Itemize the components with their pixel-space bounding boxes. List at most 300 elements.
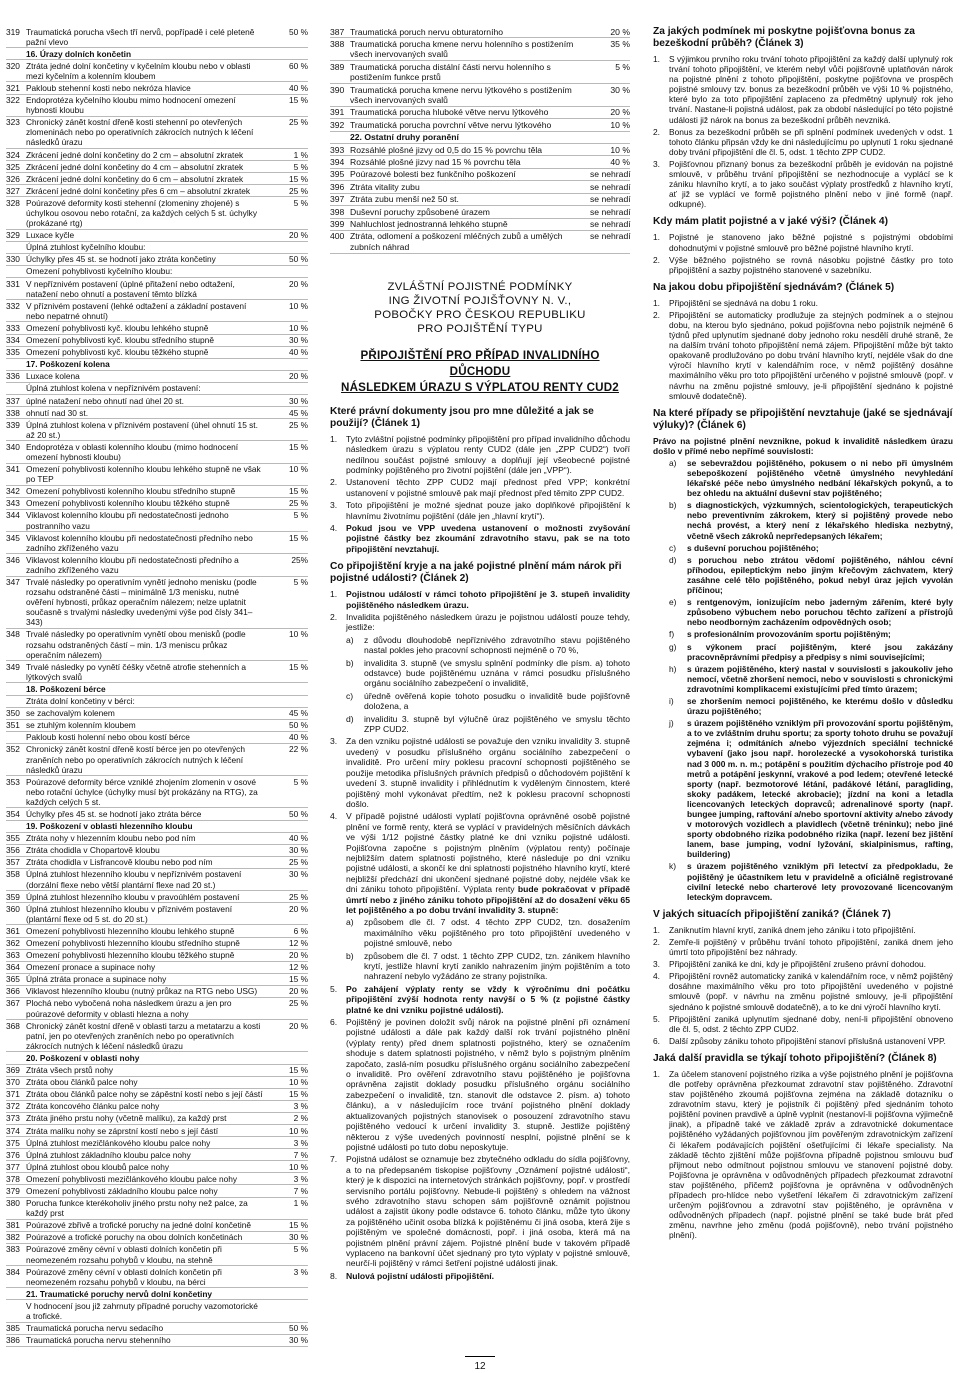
- item-number: 325: [6, 161, 20, 172]
- item-number: 346: [6, 554, 20, 565]
- item-number: 347: [6, 577, 20, 587]
- table-row: [6, 498, 308, 510]
- item-description: Úplná ztuhlost hlezenního kloubu v příznivém postavení (plantární flexe od 5 st. do 20 st.): [26, 903, 233, 924]
- item-number: 337: [6, 395, 20, 406]
- table-row: [6, 1335, 308, 1347]
- item-description: V nepříznivém postavení (úplné přitažení nebo odtažení, natažení nebo ohnutí a postavení těmto blízká: [26, 278, 235, 299]
- table-row: [6, 197, 308, 229]
- right-column: [653, 26, 953, 1242]
- table-section-header: [6, 1288, 308, 1300]
- item-percentage: 15 %: [289, 1065, 308, 1076]
- table-row: [6, 149, 308, 161]
- item-percentage: 5 %: [615, 61, 630, 72]
- paragraph-number: f): [669, 629, 675, 640]
- paragraph-text: s výkonem prací pojištěným, které jsou zakázány pracovněprávními předpisy a předpisy s nimi souvisejícími;: [687, 641, 953, 662]
- item-number: 353: [6, 776, 20, 787]
- item-percentage: 50 %: [289, 26, 308, 37]
- paragraph: [330, 434, 630, 476]
- item-percentage: 25 %: [289, 891, 308, 902]
- item-percentage: 5 %: [293, 776, 308, 787]
- table-row: [330, 61, 630, 84]
- item-number: 344: [6, 510, 20, 521]
- item-percentage: 40 %: [289, 833, 308, 844]
- item-description: 20. Poškození v oblasti nohy: [26, 1052, 140, 1063]
- item-description: Endoprotéza v oblasti kolenního kloubu (mimo hodnocení omezení hybnosti kloubu): [26, 441, 239, 462]
- title-bold-line: NÁSLEDKEM ÚRAZU S VÝPLATOU RENTY CUD2: [341, 380, 619, 394]
- item-description: Traumatická porucha povrchní větve nervu lýtkového: [350, 119, 552, 130]
- item-number: 391: [330, 107, 345, 118]
- item-number: 320: [6, 60, 20, 71]
- item-percentage: 12 %: [289, 938, 308, 948]
- item-description: Úchylky přes 45 st. se hodnotí jako ztráta končetiny: [26, 254, 216, 265]
- item-number: 390: [330, 84, 345, 95]
- item-percentage: 50 %: [289, 720, 308, 731]
- item-description: Traumatická porucha nervu stehenního: [26, 1335, 171, 1346]
- item-number: 380: [6, 1198, 20, 1209]
- item-percentage: se nehradí: [590, 194, 631, 205]
- item-description: Chronický zánět kostní dřeně kosti stehenní po otevřených zlomeninách nebo po operativních zákrocích nutných k léčení následků úrazu: [26, 117, 254, 148]
- item-number: 361: [6, 925, 20, 936]
- item-description: Trvalé následky po operativním vynětí jednoho menisku (podle rozsahu odstraněné části – minimálně 1/3 menisku, nutné ověření hybnosti, průkaz operačním nálezem; nelze uplatnit současně s trvalými následky uvedenými výše pod čísly 341–343): [26, 577, 257, 628]
- item-number: 399: [330, 219, 345, 229]
- item-number: 349: [6, 661, 20, 672]
- table-row: [6, 441, 308, 463]
- table-row: [6, 1149, 308, 1161]
- table-row: [6, 661, 308, 683]
- item-percentage: 3 %: [293, 1266, 308, 1277]
- item-number: 385: [6, 1323, 20, 1334]
- item-percentage: 7 %: [293, 1185, 308, 1196]
- paragraph-number: 4.: [330, 522, 338, 533]
- item-description: Nahluchlost jednostranná lehkého stupně: [350, 219, 508, 229]
- paragraph: [653, 629, 953, 639]
- item-description: 19. Poškození v oblasti hlezenního kloubu: [26, 821, 193, 832]
- item-number: 388: [330, 38, 345, 49]
- item-number: 332: [6, 300, 20, 311]
- paragraph-number: 1.: [653, 54, 660, 64]
- table-section-header: [330, 132, 630, 144]
- item-description: Trvalé následky po operativním vynětí obou menisků (podle rozsahu odstraněných částí – min. 1/3 meniscu průkaz operačním nálezem): [26, 629, 246, 660]
- item-description: Omezení pohyblivosti hlezenního kloubu lehkého stupně: [26, 925, 235, 936]
- item-description: Zkrácení jedné dolní končetiny do 4 cm – absolutní zkratek: [26, 161, 244, 172]
- table-row: [6, 1185, 308, 1197]
- paragraph: [330, 500, 630, 521]
- paragraph-number: 6.: [653, 1035, 660, 1046]
- table-row: [6, 95, 308, 117]
- item-description: 22. Ostatní druhy poranění: [350, 132, 459, 143]
- item-description: Úplná ztuhlost mezičlánkového kloubu palce nohy: [26, 1137, 211, 1148]
- item-percentage: 1 %: [293, 1198, 308, 1209]
- item-description: Ztráta, odlomení a poškození mléčných zubů a umělých zubních náhrad: [350, 231, 563, 252]
- item-number: 355: [6, 833, 20, 844]
- item-number: 392: [330, 119, 345, 130]
- table-row: [6, 1198, 308, 1220]
- table-row: [6, 464, 308, 486]
- paragraph-number: c): [346, 690, 354, 701]
- table-row: [330, 156, 630, 168]
- table-row: [6, 986, 308, 998]
- item-percentage: 22 %: [289, 744, 308, 755]
- item-description: Poúrazové bolesti bez funkčního poškození: [350, 169, 516, 180]
- item-number: 342: [6, 486, 20, 497]
- paragraph-text: Zemře-li pojištěný v průběhu trvání tohoto připojištění, zaniká dnem jeho úmrtí toto připojištění bez náhrady.: [669, 936, 953, 958]
- item-description: Úplná ztuhlost kolena v příznivém postavení (úhel ohnutí 15 st. až 20 st.): [26, 419, 258, 440]
- table-row: [6, 371, 308, 383]
- item-percentage: 10 %: [289, 629, 308, 640]
- paragraph-text: Výše běžného pojistného se rovná násobku pojistné částky pro toto připojištění a sazby pojistného stanovené v sazebníku.: [669, 254, 953, 275]
- item-percentage: 7 %: [293, 1149, 308, 1160]
- paragraph: [653, 642, 953, 662]
- paragraph-text: se sebevraždou pojištěného, pokusem o ni nebo při úmyslném sebepoškození pojištěného včetně úmyslného nevyhledání lékařské péče nebo úmyslného nedbání lékařských pokynů, a to bez ohledu na aktuální duševní stav pojištěného;: [687, 457, 953, 499]
- paragraph-text: se zhoršením nemoci pojištěného, ke kterému došlo v důsledku úrazu pojištěného;: [687, 695, 953, 717]
- paragraph-number: b): [346, 657, 354, 668]
- table-row: [6, 532, 308, 554]
- item-percentage: 40 %: [289, 732, 308, 743]
- paragraph-text: Pojistné je stanoveno jako běžné pojistné s pojistnými obdobími dohodnutými v pojistné smlouvě pro běžné pojistné hlavního krytí.: [669, 232, 953, 253]
- paragraph: [653, 1069, 953, 1241]
- paragraph-number: 2.: [653, 254, 660, 265]
- item-number: 330: [6, 254, 20, 265]
- item-number: 383: [6, 1244, 20, 1255]
- table-section-header: [6, 1052, 308, 1064]
- item-number: 335: [6, 347, 20, 358]
- paragraph: [653, 458, 953, 498]
- item-percentage: 10 %: [289, 1161, 308, 1172]
- item-description: Zkrácení jedné dolní končetiny do 2 cm – absolutní zkratek: [26, 149, 244, 160]
- paragraph-number: a): [346, 634, 354, 645]
- paragraph-text: s rentgenovým, ionizujícím nebo jaderným zářením, které byly způsobeno výbuchem nebo poruchou těchto zařízení a přístrojů nebo neodborným zacházením odpovědných osob;: [687, 597, 953, 628]
- item-percentage: se nehradí: [590, 231, 631, 242]
- item-description: Ztráta obou článků palce nohy: [26, 1077, 138, 1088]
- table-row: [6, 407, 308, 419]
- paragraph: [653, 1014, 953, 1034]
- paragraph: [330, 635, 630, 656]
- paragraph-text: s duševní poruchou pojištěného;: [687, 542, 819, 553]
- item-percentage: 20 %: [289, 278, 308, 289]
- item-percentage: 30 %: [289, 335, 308, 346]
- item-number: 369: [6, 1065, 20, 1076]
- table-row: [6, 419, 308, 441]
- item-percentage: 10 %: [289, 322, 308, 333]
- table-row: [6, 845, 308, 857]
- item-percentage: 15 %: [289, 1089, 308, 1100]
- paragraph-bold: bude pokračovat v případě úmrtí nebo z jiného zániku tohoto připojištění až do dosažení věku 65 let pojištěného a po dobu trvání invalidity 3. stupně:: [346, 884, 630, 915]
- paragraph-text: Připojištění zaniká uplynutím sjednané doby, není-li připojištění obnoveno dle čl. 5, odst. 2 těchto ZPP CUD2.: [669, 1013, 953, 1034]
- table-row: [6, 161, 308, 173]
- item-description: Viklavost kolenního kloubu při nedostatečnosti jednoho postranního vazu: [26, 510, 229, 531]
- table-row: [6, 577, 308, 629]
- table-row: [6, 962, 308, 974]
- item-percentage: 50 %: [289, 254, 308, 265]
- item-percentage: 5 %: [293, 197, 308, 208]
- paragraph-text: Zaniknutím hlavní krytí, zaniká dnem jeho zániku i toto připojištění.: [669, 924, 916, 935]
- table-row: [6, 1113, 308, 1125]
- item-description: Trvalé následky po vynětí čéšky včetně atrofie stehenních a lýtkových svalů: [26, 661, 247, 682]
- item-description: Ztráta všech prstů nohy: [26, 1065, 114, 1076]
- page-number-rule: [465, 1356, 495, 1357]
- section-article-2: 1. Pojistnou událostí v rámci tohoto připojištění je 3. stupeň invalidity pojištěného následkem úrazu. 2. Invalidita pojištěného následkem úrazu je pojistnou událostí pouze tehdy, jestliže: a) z důvodu dlouhodobě nepříznivého zdravotního stavu pojištěného nastal pokles jeho pracovní schopnosti nejméně o 70 %, b) invalidita 3. stupně (ve smyslu splnění podmínky dle písm. a) tohoto odstavce) bude pojištěnému uznána v rámci posudku příslušného orgánu sociálního zabezpečení o invaliditě, c) úředně ověřená kopie tohoto posudku o invaliditě bude pojišťovně doložena, a d) invaliditu 3. stupně byl výlučně úraz pojištěného ve smyslu těchto ZPP CUD2. 3. Za den vzniku pojistné události se považuje den vzniku invalidity 3. stupně uvedený v posudku příslušného orgánu sociálního zabezpečení o invaliditě. Pro určení míry poklesu pracovní schopnosti pojištěného se použije metodika příslušných právních předpisů o důchodovém pojištění k uvedení 3. stupně invalidity i přihlédnutím k vyděleným činnostem, které pojištěný mohl vykonávat předtím, než k poklesu pracovní schopnosti došlo. 4. V případě pojistné události vyplatí pojišťovna oprávněné osobě pojistné plnění ve formě renty, která se vyplácí v pravidelných měsíčních dávkách ve výši 1/12 pojistné částky platné ke dni vzniku pojistné události. Pojišťovna započne s pojistným plněním (výplatou renty) počínaje nejbližším datem splatnosti pojistného, které následuje po dni vzniku pojistné události, a skončí ke dni splatnosti pojistného hlavního krytí, které nejbližší předchází dni ukončení sjednané pojistné doby, nejdéle však ke dni zániku tohoto připojištění. Výplata renty bude pokračovat v případě úmrtí nebo z jiného zániku tohoto připojištění až do dosažení věku 65 let pojištěného a po dobu trvání invalidity 3. stupně: a) způsobem dle čl. 7 odst. 4 těchto ZPP CUD2, tzn. dosažením maximálního věku pojištěného pro toto připojištění uvedeného v pojistné smlouvě, nebo b) způsobem dle čl. 7 odst. 1 těchto ZPP CUD2, tzn. zánikem hlavního krytí, jestliže hlavní krytí zaniklo nahrazením jiným pojištěním a toto nahrazení nebylo vyžádáno ze strany pojistníka. 5. Po zahájení výplaty renty se vždy k výročnímu dni počátku připojištění zvýší hodnota renty navýší o 5 % (z pojistné částky platné ke dni vzniku pojistné události). 6. Pojištěný je povinen doložit svůj nárok na pojistné plnění při oznámení pojistné události a dále pak každý další rok trvání pojistného plnění (výplaty renty) před dnem splatnosti pojistného, který se označením shoduje s datem splatnosti pojistného, v němž bylo s pojistným plněním započato, zaslá-ním posudku příslušného orgánu sociálního zabezpečení o invaliditě. Pro ověření zdravotního stavu pojištěného je pojišťovna oprávněna zajistit doklady posudku příslušného orgánu sociálního zabezpečení o invaliditě, tzn. stanovit dle odstavce 2. písm. a) tohoto článku), a v následujícím roce trvání pojistného plnění doklady aktualizovaných pojistných stanovisek o posouzení zdravotního stavu pojištěného vedoucí k určení invalidity 3. stupně. Jestliže pojištěný některou z výše uvedených povinností nesplní, pojistné plnění se k pojistné události po tuto dobu neposkytuje. 7. Pojistná událost se oznamuje bez zbytečného odkladu do sídla pojišťovny, a to na předepsaném tiskopise pojišťovny „Oznámení pojistné události“, který je k dispozici na internetových stránkách pojišťovny, popř. v prostředí servisního portálu pojišťovny. Nebude-li pojištěný s ohledem na vážnost svého zdravotního stavu schopen sám pojišťovně oznámit pojistnou událost a zajistit úkony podle odstavce 6. tohoto článku, může tyto úkony za pojištěného učinit osoba blízká k pojištěnému či jiná osoba, která žije s pojištěným ve společné domácnosti, popř. i jiná osoba, která má na pojistném plnění právní zájem. Pojistné plnění bude v takovém případě vyplaceno na bankovní účet sjednaný pro tyto výplaty v pojistné smlouvě, neurčí-li pojištěný v rámci šetření pojistné události jinak. 8. Nulová pojistní události připojištění.: [330, 589, 630, 1281]
- table-row: [6, 857, 308, 869]
- item-description: Ztráta dolní končetiny v bérci:: [26, 696, 135, 707]
- paragraph: Po zahájení výplaty renty se vždy k výročnímu dni počátku připojištění zvýší hodnota renty navýší o 5 % (z pojistné částky platné ke dni vzniku pojistné události).: [346, 983, 630, 1015]
- table-row: [6, 173, 308, 185]
- table-row: [330, 107, 630, 119]
- item-description: Ztráta chodidla v Lisfrancově kloubu nebo pod ním: [26, 857, 213, 868]
- table-row: [6, 744, 308, 776]
- item-percentage: 35 %: [610, 38, 630, 49]
- item-description: Omezení pohyblivosti základního kloubu palce nohy: [26, 1185, 218, 1196]
- item-percentage: 5 %: [293, 1244, 308, 1255]
- item-number: 340: [6, 441, 20, 452]
- paragraph: [653, 159, 953, 209]
- item-number: 339: [6, 419, 20, 430]
- item-description: Poúrazové změny cévní v oblasti dolních končetin při neomezeném rozsahu pohybů v kloubu, na bérci: [26, 1266, 222, 1287]
- paragraph-number: 1.: [653, 297, 660, 308]
- item-number: 352: [6, 744, 20, 755]
- table-row: [6, 696, 308, 708]
- paragraph-text: s diagnostických, výzkumných, scientologických, terapeutických nebo preventivním zákrokem, který si pojištěný provede nebo nechá provést, a který není z lékařského hlediska nezbytný, včetně všech zákroků neprředepsaných lékařem;: [687, 500, 953, 541]
- table-row: [6, 708, 308, 720]
- item-description: Ztráta zubu menší než 50 st.: [350, 194, 459, 205]
- paragraph: [330, 917, 630, 948]
- item-percentage: 1 %: [293, 149, 308, 160]
- section-heading: Kdy mám platit pojistné a v jaké výši? (Článek 4): [653, 216, 888, 228]
- item-percentage: 20 %: [289, 1020, 308, 1031]
- item-number: 398: [330, 206, 345, 217]
- item-percentage: 15 %: [289, 441, 308, 452]
- page-number: 12: [474, 1361, 486, 1372]
- item-percentage: 25 %: [289, 419, 308, 430]
- paragraph-text: Připojištění zaniká ke dni, kdy je připojištění zrušeno právní dohodou.: [669, 959, 926, 970]
- item-number: 372: [6, 1101, 20, 1112]
- item-percentage: 25 %: [289, 998, 308, 1009]
- item-percentage: 15 %: [289, 661, 308, 672]
- table-row: [330, 194, 630, 206]
- item-description: V hodnocení jsou již zahrnuty případné poruchy vazomotorické a trofické.: [26, 1300, 258, 1321]
- item-percentage: 15 %: [289, 486, 308, 497]
- item-number: 374: [6, 1125, 20, 1136]
- item-description: Omezení pohyblivosti kolenního kloubu středního stupně: [26, 486, 236, 497]
- item-description: Úplná ztuhlost hlezenního kloubu v nepříznivém postavení (dorzální flexe nebo větší plantární flexe nad 20 st.): [26, 869, 242, 890]
- table-row: [6, 230, 308, 242]
- item-percentage: 20 %: [289, 903, 308, 914]
- paragraph: Pojistnou událostí v rámci tohoto připojištění je 3. stupeň invalidity pojištěného následkem úrazu.: [346, 589, 630, 610]
- paragraph-text: Ustanovení těchto ZPP CUD2 mají přednost před VPP; konkrétní ustanovení v pojistné smlouvě pak mají přednost před těmito ZPP CUD2.: [346, 477, 630, 498]
- item-percentage: 30 %: [289, 395, 308, 406]
- table-row: [6, 891, 308, 903]
- item-percentage: 5 %: [293, 161, 308, 172]
- item-description: Viklavost kolenního kloubu při nedostatečnosti předního a zadního zkříženého vazu: [26, 554, 239, 575]
- item-number: 375: [6, 1137, 20, 1148]
- paragraph-number: 1.: [653, 232, 660, 243]
- table-row: [6, 300, 308, 322]
- item-number: 394: [330, 156, 345, 167]
- title-line: PRO POJIŠTĚNÍ TYPU: [417, 322, 543, 335]
- paragraph: [653, 127, 953, 157]
- paragraph-number: e): [669, 597, 677, 608]
- paragraph-number: a): [669, 457, 677, 468]
- paragraph-text: způsobem dle čl. 7 odst. 1 těchto ZPP CUD2, tzn. zánikem hlavního krytí, jestliže hlavní krytí zaniklo nahrazením jiným pojištěním a toto nahrazení nebylo vyžádáno ze strany pojistníka.: [364, 950, 630, 982]
- table-row: [6, 776, 308, 808]
- item-description: Ztráta koncového článku palce nohy: [26, 1101, 160, 1112]
- item-number: 324: [6, 149, 20, 160]
- table-column-left: [6, 26, 308, 1347]
- paragraph-text: Tyto zvláštní pojistné podmínky připojištění pro případ invalidního důchodu následkem úrazu s výplatou renty CUD2 (dále jen „ZPP CUD2“) tvoří nedílnou součást pojistné smlouvy a doplňují její všeobecné pojistné podmínky pojištěného pro životní pojištění (dále jen „VPP“).: [346, 433, 630, 475]
- table-row: [330, 206, 630, 218]
- item-percentage: 10 %: [289, 1077, 308, 1088]
- item-percentage: 12 %: [289, 962, 308, 973]
- table-row: [6, 1266, 308, 1288]
- table-row: [6, 938, 308, 950]
- item-number: 371: [6, 1089, 20, 1100]
- paragraph-number: 2.: [653, 936, 660, 947]
- table-row: [6, 60, 308, 82]
- item-number: 368: [6, 1020, 20, 1031]
- table-row: [6, 82, 308, 94]
- paragraph-number: 1.: [330, 433, 338, 444]
- table-row: [6, 1323, 308, 1335]
- paragraph-number: 1.: [653, 1068, 660, 1079]
- item-description: Traumatická porucha nervu sedacího: [26, 1323, 164, 1334]
- table-section-header: [6, 821, 308, 833]
- section-heading: Na které případy se připojištění nevztahuje (jaké se sjednávají výluky)? (Článek 6): [653, 407, 953, 431]
- paragraph-text: invaliditu 3. stupně byl výlučně úraz pojištěného ve smyslu těchto ZPP CUD2.: [364, 713, 630, 735]
- item-description: Úplná ztuhlost základního kloubu palce nohy: [26, 1149, 191, 1160]
- item-description: Traumatická porucha hluboké větve nervu lýtkového: [350, 107, 549, 118]
- table-row: [6, 720, 308, 732]
- item-number: 331: [6, 278, 20, 289]
- item-description: Omezení pohyblivosti mezičlánkového kloubu palce nohy: [26, 1173, 238, 1184]
- item-percentage: 25 %: [289, 498, 308, 509]
- item-description: Omezení pohyblivosti kyčelního kloubu:: [26, 266, 173, 277]
- item-percentage: 15 %: [289, 532, 308, 543]
- item-percentage: se nehradí: [590, 219, 631, 229]
- paragraph-text: Bonus za bezeškodní průběh se při splnění podmínek uvedených v odst. 1 tohoto článku připsán vždy ke dni následujícímu po uplynutí 1 roku sjednané doby trvání připojištění dle čl. 5, odst. 1 těchto ZPP CUD2.: [669, 126, 953, 157]
- table-column-middle: [330, 26, 630, 254]
- item-percentage: 10 %: [289, 464, 308, 475]
- item-description: Duševní poruchy způsobené úrazem: [350, 206, 490, 217]
- section-article-5: [653, 298, 953, 401]
- paragraph: Právo na pojistné plnění nevznikne, pokud k invaliditě následkem úrazu došlo v přímé nebo nepřímé souvislosti:: [653, 435, 953, 456]
- item-percentage: 5 %: [293, 510, 308, 521]
- item-percentage: 30 %: [289, 869, 308, 880]
- table-row: [6, 974, 308, 986]
- item-number: 367: [6, 998, 20, 1009]
- table-row: [6, 510, 308, 532]
- table-row: [6, 629, 308, 661]
- item-percentage: se nehradí: [590, 169, 631, 180]
- paragraph-number: g): [669, 641, 677, 652]
- table-row: [330, 119, 630, 131]
- paragraph: Nulová pojistní události připojištění.: [346, 1270, 495, 1281]
- paragraph: [653, 861, 953, 901]
- item-description: Traumatická porucha distální části nervu holenního s postižením funkce prstů: [350, 61, 551, 83]
- item-number: 341: [6, 464, 20, 475]
- item-percentage: 50 %: [289, 1323, 308, 1334]
- paragraph: [653, 959, 953, 969]
- item-description: Omezení pohyblivosti kolenního kloubu těžkého stupně: [26, 498, 230, 509]
- table-row: [6, 925, 308, 937]
- item-percentage: 20 %: [289, 230, 308, 241]
- paragraph-number: 2.: [653, 126, 660, 137]
- item-description: Ztráta vitality zubu: [350, 181, 420, 192]
- paragraph: [330, 477, 630, 498]
- item-description: Ztráta jiného prstu nohy (včetně malíku), za každý prst: [26, 1113, 227, 1124]
- table-row: [6, 998, 308, 1020]
- item-description: ohnutí nad 30 st.: [26, 407, 89, 418]
- table-row: [6, 1232, 308, 1244]
- paragraph-number: d): [669, 554, 677, 565]
- item-description: Luxace kyčle: [26, 230, 75, 241]
- item-description: Plochá nebo vybočená noha následkem úrazu a jen pro poúrazové deformity v oblasti hlezna a nohy: [26, 998, 232, 1019]
- title-line: ING ŽIVOTNÍ POJIŠŤOVNY N. V.,: [388, 294, 572, 307]
- item-description: Viklavost hlezenního kloubu (nutný průkaz na RTG nebo USG): [26, 986, 258, 997]
- table-row: [330, 144, 630, 156]
- paragraph-number: 1.: [653, 924, 660, 935]
- table-row: [6, 395, 308, 407]
- item-number: 366: [6, 986, 20, 997]
- item-number: 343: [6, 498, 20, 509]
- item-percentage: se nehradí: [590, 181, 631, 192]
- paragraph: Za den vzniku pojistné události se považuje den vzniku invalidity 3. stupně uvedený v posudku příslušného orgánu sociálního zabezpečení o invaliditě. Pro určení míry poklesu pracovní schopnosti pojištěného se použije metodika příslušných právních předpisů o důchodovém pojištění k uvedení 3. stupně invalidity i přihlédnutím k vyděleným činnostem, které pojištěný mohl vykonávat předtím, než k poklesu pracovní schopnosti došlo.: [346, 736, 630, 809]
- item-percentage: se nehradí: [590, 206, 631, 217]
- table-row: [330, 219, 630, 231]
- paragraph: [653, 543, 953, 553]
- paragraph: [653, 937, 953, 957]
- paragraph-text: z důvodu dlouhodobě nepříznivého zdravotního stavu pojištěného nastal pokles jeho pracovní schopnosti nejméně o 70 %,: [364, 634, 630, 656]
- item-description: Pakloub stehenní kosti nebo nekróza hlavice: [26, 82, 191, 93]
- item-number: 379: [6, 1185, 20, 1196]
- item-description: Chronický zánět kostní dřeně kostí bérce jen po otevřených zraněních nebo po operativních zákrocích nutných k léčení následků úrazu: [26, 744, 245, 775]
- paragraph-text: s poruchou nebo ztrátou vědomí pojištěného, náhlou cévní příhodou, epileptickým nebo jiným křečovým záchvatem, který zasáhne celé tělo pojištěného, pokud nebyl úraz jejich vyvolán příčinou;: [687, 554, 953, 596]
- section-heading: Jaká další pravidla se týkají tohoto připojištění? (Článek 8): [653, 1052, 937, 1064]
- item-number: 354: [6, 808, 20, 819]
- item-description: 21. Traumatické poruchy nervů dolní končetiny: [26, 1288, 213, 1299]
- item-number: 382: [6, 1232, 20, 1243]
- paragraph-number: d): [346, 713, 354, 724]
- table-row: [330, 38, 630, 61]
- table-row: [6, 1077, 308, 1089]
- paragraph-text: Další způsoby zániku tohoto připojištění stanoví příslušná ustanovení VPP.: [669, 1035, 946, 1046]
- paragraph-text: způsobem dle čl. 7 odst. 4 těchto ZPP CUD2, tzn. dosažením maximálního věku pojištěného pro toto připojištění uvedeného v pojistné smlouvě, nebo: [364, 917, 630, 949]
- paragraph: [653, 696, 953, 716]
- item-number: 348: [6, 629, 20, 640]
- paragraph-number: 4.: [653, 971, 660, 982]
- paragraph: Pojistná událost se oznamuje bez zbytečného odkladu do sídla pojišťovny, a to na předepsaném tiskopise pojišťovny „Oznámení pojistné události“, který je k dispozici na internetových stránkách pojišťovny, popř. v prostředí servisního portálu pojišťovny. Nebude-li pojištěný s ohledem na vážnost svého zdravotního stavu schopen sám pojišťovně oznámit pojistnou událost a zajistit úkony podle odstavce 6. tohoto článku, může tyto úkony za pojištěného učinit osoba blízká k pojištěnému či jiná osoba, která žije s pojištěným ve společné domácnosti, popř. i jiná osoba, která má na pojistném plnění právní zájem. Pojistné plnění bude v takovém případě vyplaceno na bankovní účet sjednaný pro tyto výplaty v pojistné smlouvě, neurčí-li pojištěný v rámci šetření pojistné události jinak.: [346, 1154, 630, 1269]
- item-description: Omezení pohyblivosti hlezenního kloubu středního stupně: [26, 938, 240, 948]
- table-row: [6, 26, 308, 48]
- table-row: [6, 1244, 308, 1266]
- section-heading: Co připojištění kryje a na jaké pojistné plnění mám nárok při pojistné události? (Článek 2): [330, 561, 622, 585]
- table-row: [330, 169, 630, 181]
- paragraph: [330, 658, 630, 689]
- item-percentage: 15 %: [289, 173, 308, 184]
- item-description: Ztráta nohy v hlezenním kloubu nebo pod ním: [26, 833, 196, 844]
- item-percentage: 20 %: [289, 950, 308, 961]
- item-percentage: 40 %: [289, 347, 308, 358]
- item-percentage: 20 %: [289, 986, 308, 997]
- item-number: 350: [6, 708, 20, 719]
- section-heading: Za jakých podmínek mi poskytne pojišťovna bonus za bezeškodní průběh? (Článek 3): [653, 26, 915, 49]
- item-percentage: 45 %: [289, 407, 308, 418]
- item-description: Úplná ztuhlost kyčelního kloubu:: [26, 242, 146, 253]
- paragraph: [653, 664, 953, 694]
- paragraph-number: 3.: [653, 158, 660, 169]
- title-line: POBOČKY PRO ČESKOU REPUBLIKU: [374, 308, 586, 321]
- table-row: [6, 732, 308, 744]
- paragraph-text: Připojištění se automaticky prodlužuje za stejných podmínek a o stejnou dobu, na kterou bylo sjednáno, pokud pojišťovna nebo pojistník nejméně 6 týdnů před uplynutím sjednané doby jednoho roku nesdělí druhé straně, že na dalším trvání tohoto připojištění nemá zájem. Připojištění může být takto opakovaně prodlužováno po dobu trvání hlavního krytí, nejdéle však do dne výročí hlavního krytí v kalendářním roce, v němž pojištěný dosáhne maximálního věku pro toto připojištění určeného v pojistné smlouvě (popř. v návrhu na změnu pojistné smlouvy, je-li připojištění sjednáno k pojistné smlouvě dodatečně).: [669, 309, 953, 401]
- table-row: [6, 254, 308, 266]
